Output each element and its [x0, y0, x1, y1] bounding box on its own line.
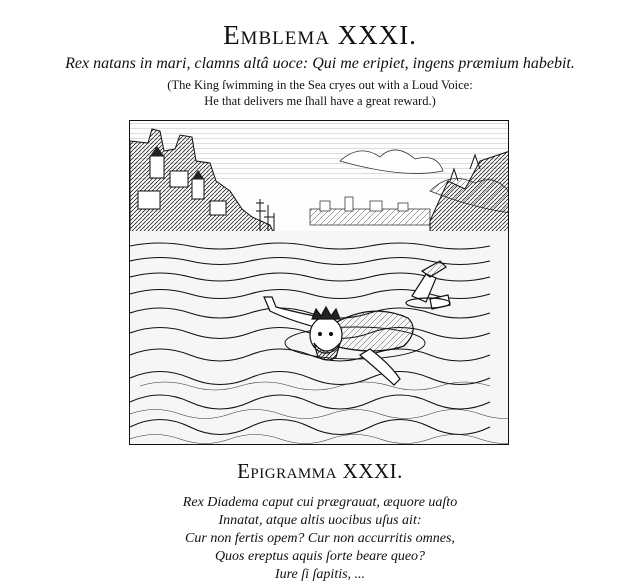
verse-line-3: Cur non fertis opem? Cur non accurritis omnes, [185, 531, 455, 546]
verse-line-5: Iure ſi ſapitis, ... [274, 567, 366, 582]
verse-line-2: Innatat, atque altis uocibus uſus ait: [218, 513, 422, 528]
verse-line-1: Rex Diadema caput cui prægrauat, æquore uaſto [182, 495, 458, 510]
english-motto-line-1: (The King ſwimming in the Sea cryes out with a Loud Voice: [167, 78, 473, 92]
latin-motto: Rex natans in mari, clamns altâ uoce: Qui me eripiet, ingens præmium habebit. [65, 55, 575, 72]
english-motto [0, 77, 640, 109]
engraving-plate [129, 120, 509, 445]
engraving-illustration [130, 121, 509, 445]
verse-line-4: Quos ereptus aquis ſorte beare queo? [214, 549, 426, 564]
english-motto-line-2: He that delivers me ſhall have a great reward.) [204, 94, 436, 108]
epigram-title: Epigramma XXXI. [237, 459, 403, 483]
emblem-title: Emblema XXXI. [223, 20, 417, 50]
